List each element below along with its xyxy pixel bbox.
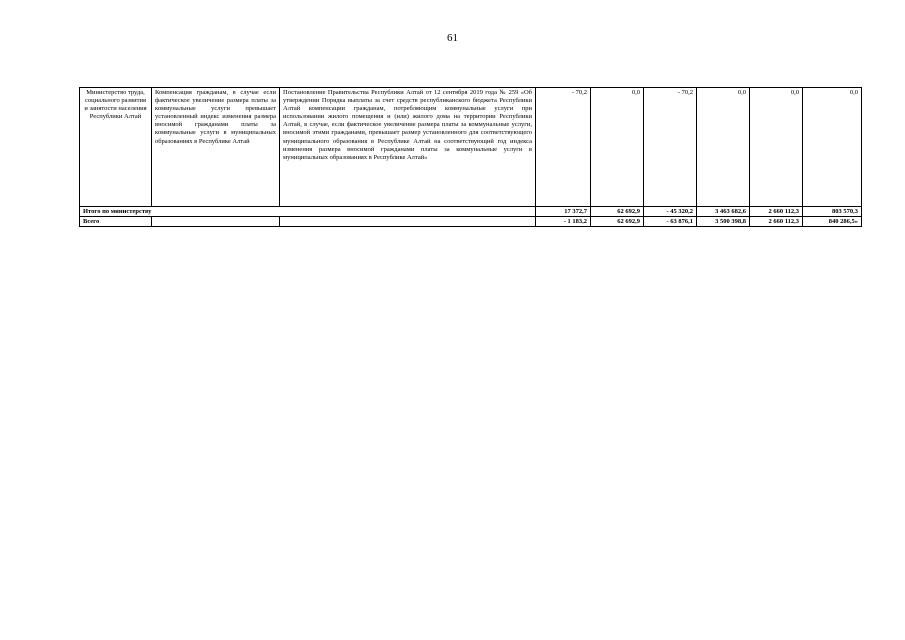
- grand-total-label: Всего: [80, 217, 152, 227]
- grand-total-value-cell: 2 660 112,3: [750, 217, 803, 227]
- total-label: Итого по министерству: [80, 207, 536, 217]
- grand-total-row: [80, 217, 862, 227]
- grand-total-value-cell: 3 500 398,8: [697, 217, 750, 227]
- value-cell: 0,0: [697, 88, 750, 207]
- budget-table: [79, 87, 862, 227]
- grand-total-value-cell: - 1 183,2: [536, 217, 591, 227]
- total-value-cell: 2 660 112,3: [750, 207, 803, 217]
- total-value-cell: 803 570,3: [803, 207, 862, 217]
- ministry-total-row: [80, 207, 862, 217]
- program-cell: Компенсация гражданам, в случае если фактическое увеличение размера платы за коммунальные услуги превышает установленный индекс изменения размера вносимой гражданами платы за коммунальные услуги в муниципальных образованиях в Республике Алтай: [152, 88, 280, 207]
- ministry-cell: Министерство труда, социального развития и занятости населения Республики Алтай: [80, 88, 152, 207]
- table-row: [80, 88, 862, 207]
- empty-cell: [280, 217, 536, 227]
- total-value-cell: 62 692,9: [591, 207, 644, 217]
- empty-cell: [152, 217, 280, 227]
- grand-total-value-cell: - 63 876,1: [644, 217, 697, 227]
- value-cell: - 70,2: [644, 88, 697, 207]
- value-cell: 0,0: [591, 88, 644, 207]
- grand-total-value-cell: 840 286,5»: [803, 217, 862, 227]
- grand-total-value-cell: 62 692,9: [591, 217, 644, 227]
- total-value-cell: 3 463 682,6: [697, 207, 750, 217]
- total-value-cell: - 45 320,2: [644, 207, 697, 217]
- legal-document-cell: Постановление Правительства Республики Алтай от 12 сентября 2019 года № 259 «Об утверждении Порядка выплаты за счет средств республиканского бюджета Республики Алтай компенсации гражданам, потребляющим коммунальные услуги при использовании жилого помещения и (или) жилого дома на территории Республики Алтай, в случае, если фактическое увеличение размера платы за коммунальные услуги, вносимой этими гражданами, превышает размер установленного для соответствующего муниципального образования в Республике Алтай на соответствующий год индекса изменения размера вносимой гражданами платы за коммунальные услуги в муниципальных образованиях в Республике Алтай»: [280, 88, 536, 207]
- total-value-cell: 17 372,7: [536, 207, 591, 217]
- value-cell: 0,0: [750, 88, 803, 207]
- value-cell: - 70,2: [536, 88, 591, 207]
- value-cell: 0,0: [803, 88, 862, 207]
- page-number: 61: [447, 32, 458, 44]
